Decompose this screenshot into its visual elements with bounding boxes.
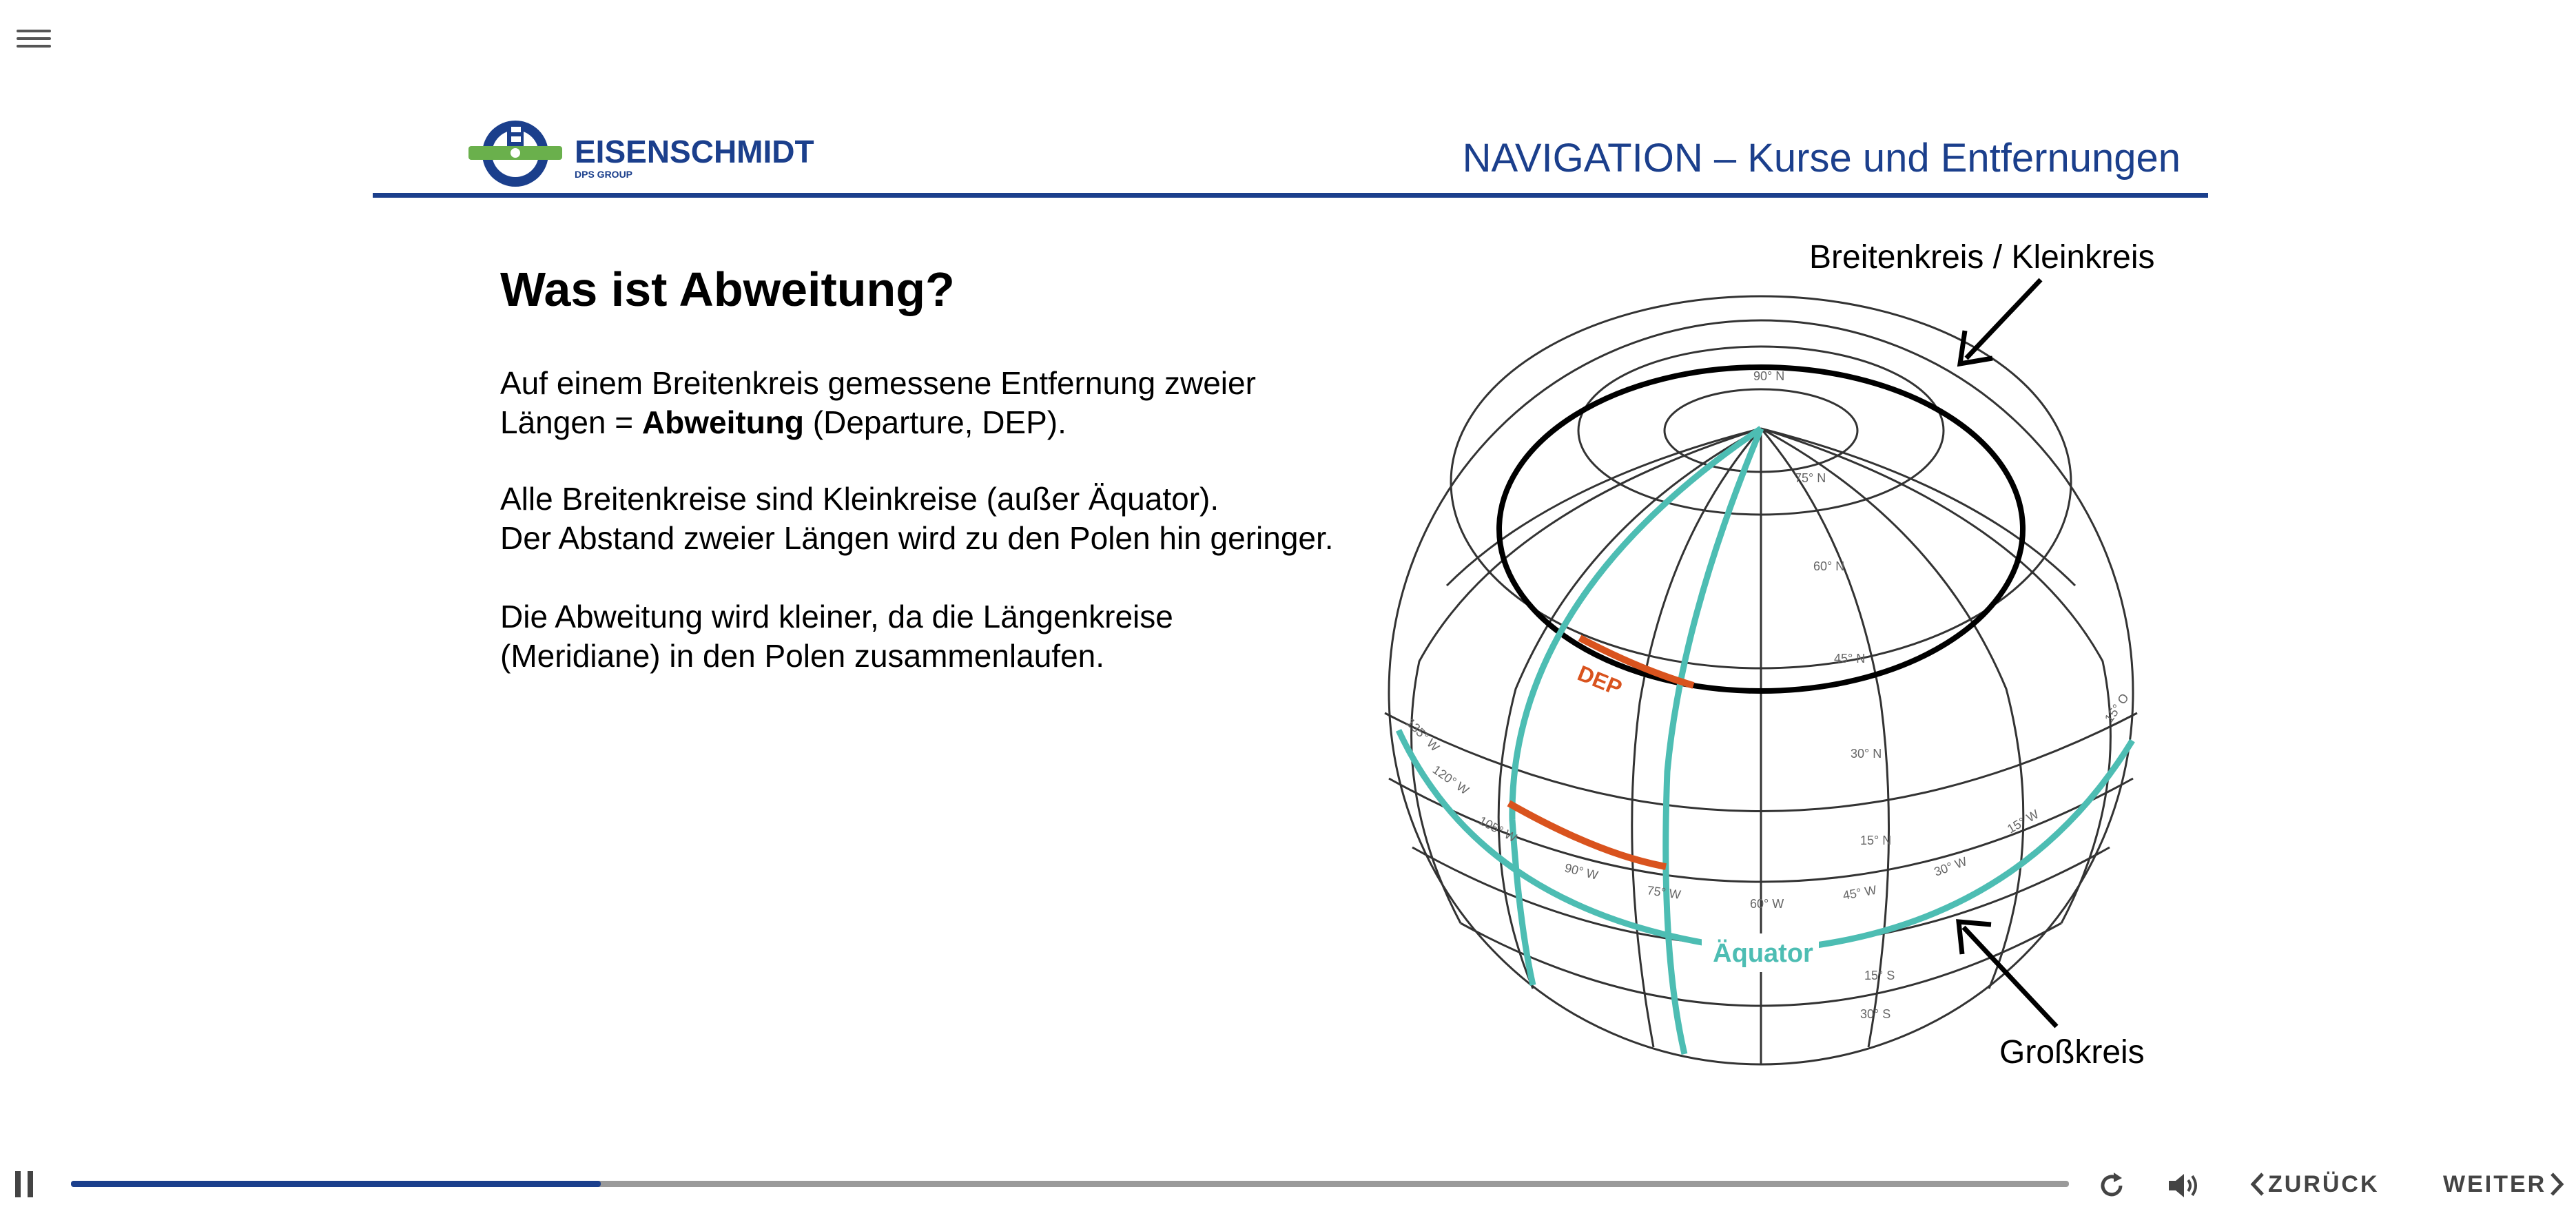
lat-label: 15° N: [1860, 834, 1892, 847]
chevron-left-icon: [2247, 1167, 2268, 1201]
lat-label: 30° S: [1860, 1007, 1891, 1021]
back-label: ZURÜCK: [2268, 1170, 2380, 1197]
chevron-right-icon: [2546, 1167, 2567, 1201]
definition-text-b: (Departure, DEP).: [804, 404, 1067, 440]
globe-diagram: [1364, 220, 2218, 1082]
reload-button[interactable]: [2094, 1168, 2129, 1203]
reload-icon: [2103, 1173, 2122, 1195]
logo-subtext: DPS GROUP: [575, 169, 633, 180]
next-button[interactable]: [2443, 1167, 2567, 1201]
definition-term: Abweitung: [641, 404, 804, 440]
lon-label: 60° W: [1750, 897, 1784, 911]
content-heading: Was ist Abweitung?: [500, 262, 955, 316]
lat-label: 45° N: [1834, 652, 1866, 665]
menu-icon-bar: [17, 30, 51, 32]
lon-label: 135° W: [1403, 715, 1443, 754]
lon-label: 105° W: [1476, 813, 1519, 845]
lon-label: 30° W: [1932, 854, 1969, 879]
menu-button[interactable]: [17, 25, 51, 52]
dep-label: DEP: [1574, 660, 1626, 701]
great-circle-label: Großkreis: [1999, 1034, 2145, 1071]
lon-label: 75° W: [1646, 883, 1682, 902]
departure-lower: [1509, 803, 1666, 867]
slide-title: NAVIGATION – Kurse und Entfernungen: [1462, 136, 2181, 180]
lon-label: 90° W: [1563, 860, 1600, 882]
logo-text: EISENSCHMIDT: [575, 134, 814, 169]
explanation-line-2: Der Abstand zweier Längen wird zu den Polen hin geringer.: [500, 520, 1334, 556]
next-label: WEITER: [2443, 1170, 2547, 1197]
volume-icon: [2169, 1174, 2196, 1197]
definition-text-a: Auf einem Breitenkreis gemessene Entfernung zweier Längen =: [500, 365, 1256, 440]
coordinate-labels: [1403, 369, 2132, 1021]
menu-icon-bar: [17, 37, 51, 40]
menu-icon-bar: [17, 45, 51, 48]
lon-label: 120° W: [1430, 762, 1472, 798]
header-divider: [373, 193, 2208, 198]
lat-label: 60° N: [1813, 559, 1845, 573]
lat-label: 15° S: [1864, 969, 1895, 982]
volume-button[interactable]: [2163, 1168, 2202, 1203]
arrow-small-circle: [1966, 280, 2041, 358]
back-button[interactable]: [2247, 1167, 2380, 1201]
definition-paragraph: [500, 364, 1341, 442]
lat-label: 90° N: [1753, 369, 1785, 383]
lat-label: 30° N: [1851, 747, 1882, 761]
equator-label: Äquator: [1713, 939, 1813, 968]
lon-label: 45° W: [1842, 882, 1878, 902]
progress-fill: [71, 1181, 601, 1187]
progress-bar[interactable]: [71, 1181, 2069, 1187]
small-circle-label: Breitenkreis / Kleinkreis: [1809, 239, 2155, 276]
label-arrows: [1959, 280, 2057, 1026]
pause-button[interactable]: [15, 1171, 36, 1197]
pause-icon: [15, 1171, 21, 1197]
lat-label: 75° N: [1795, 471, 1826, 485]
company-logo: [466, 113, 852, 194]
pause-icon: [28, 1171, 33, 1197]
explanation-line-1: Alle Breitenkreise sind Kleinkreise (außer Äquator).: [500, 481, 1219, 517]
lon-label: 15° W: [2005, 807, 2041, 836]
lon-label: 15° O: [2101, 690, 2132, 725]
explanation-paragraph: [500, 479, 1341, 558]
arrow-great-circle: [1964, 927, 2057, 1026]
explanation-line-3: Die Abweitung wird kleiner, da die Längenkreise (Meridiane) in den Polen zusammenlaufen.: [500, 599, 1173, 674]
